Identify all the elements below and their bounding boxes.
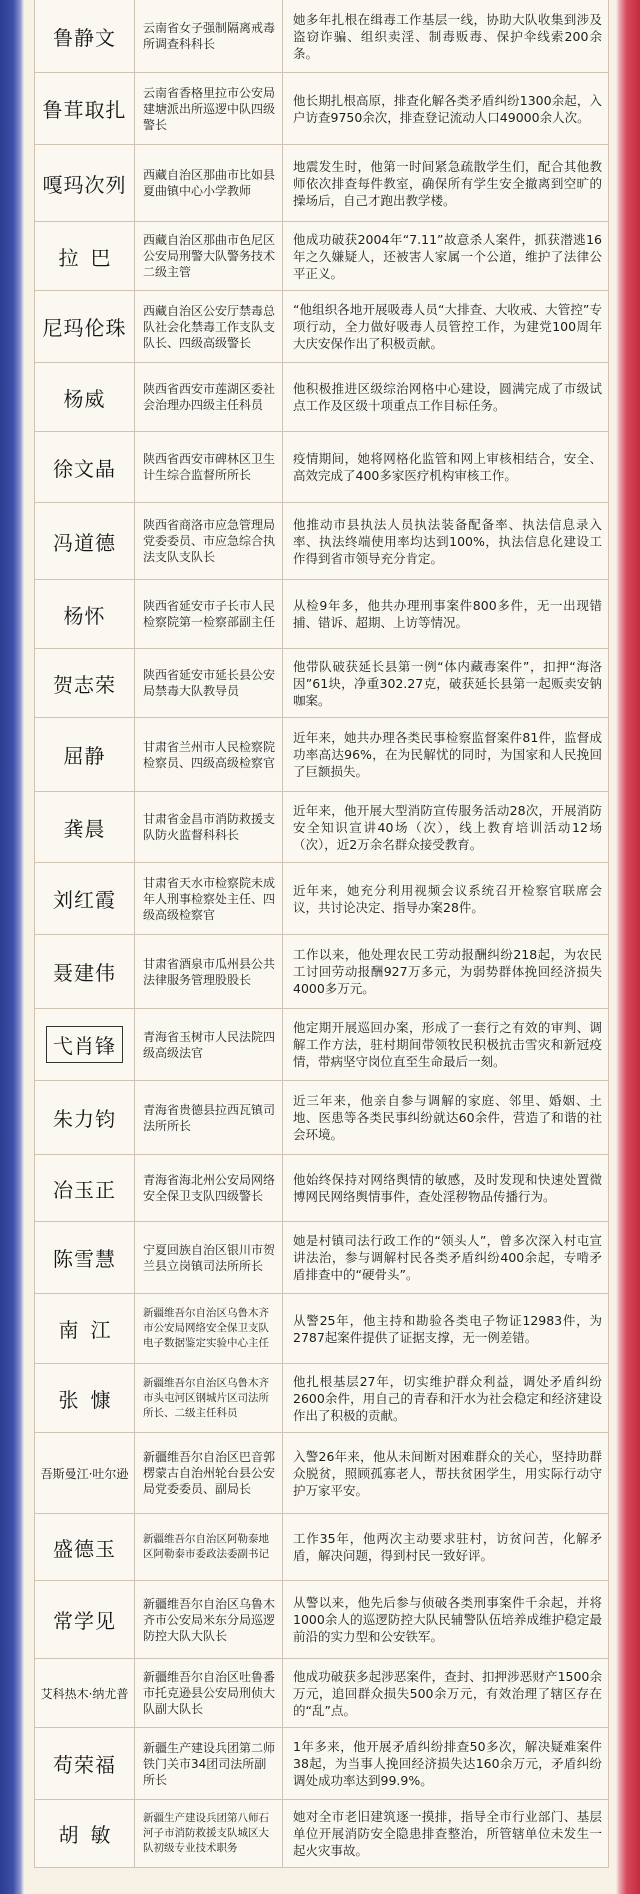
name-cell: 冶玉正 <box>35 1155 135 1221</box>
table-row <box>35 1009 608 1081</box>
title-cell: 西藏自治区那曲市比如县夏曲镇中心小学教师 <box>135 145 283 221</box>
table-row <box>35 580 608 649</box>
name-cell: 刘红霞 <box>35 863 135 934</box>
title-cell: 甘肃省天水市检察院未成年人刑事检察处主任、四级高级检察官 <box>135 863 283 934</box>
title-cell: 西藏自治区那曲市色尼区公安局刑警大队警务技术二级主管 <box>135 222 283 290</box>
table-row <box>35 935 608 1009</box>
table-row <box>35 1155 608 1222</box>
description-cell: 疫情期间，她将网格化监管和网上审核相结合，安全、高效完成了400多家医疗机构审核工作。 <box>293 451 602 483</box>
table-row <box>35 432 608 503</box>
title-cell: 陕西省延安市子长市人民检察院第一检察部副主任 <box>135 580 283 648</box>
description-cell: 1年多来，他开展矛盾纠纷排查50多次，解决疑难案件38起，为当事人挽回经济损失达160余万元，矛盾纠纷调处成功率达到99.9%。 <box>293 1739 602 1788</box>
table-row <box>35 0 608 73</box>
title-cell: 西藏自治区公安厅禁毒总队社会化禁毒工作支队支队长、四级高级警长 <box>135 291 283 362</box>
description-cell: 他成功破获2004年“7.11”故意杀人案件，抓获潜逃16年之久嫌疑人，还被害人家属一个公道，维护了法律公平正义。 <box>293 231 602 281</box>
name-cell: 常学见 <box>35 1581 135 1658</box>
description-cell: 工作以来，他处理农民工劳动报酬纠纷218起，为农民工讨回劳动报酬927万多元，为弱势群体挽回经济损失4000多万元。 <box>293 947 602 996</box>
title-cell: 陕西省西安市莲湖区委社会治理办四级主任科员 <box>135 363 283 431</box>
table-row <box>35 1659 608 1728</box>
description-cell: 近年来，她充分利用视频会议系统召开检察官联席会议，共讨论决定、指导办案28件。 <box>293 882 602 915</box>
table-row <box>35 1800 608 1868</box>
name-cell: 艾科热木·纳尤普 <box>35 1659 135 1727</box>
table-row <box>35 1222 608 1294</box>
name-cell: 吾斯曼江·吐尔逊 <box>35 1433 135 1513</box>
table-row <box>35 1081 608 1155</box>
title-cell: 新疆维吾尔自治区乌鲁木齐市公安局米东分局巡逻防控大队大队长 <box>135 1581 283 1658</box>
name-cell: 拉巴 <box>35 222 135 290</box>
description-cell: 从警25年，他主持和勘验各类电子物证12983件，为2787起案件提供了证据支撑，无一例差错。 <box>293 1312 602 1345</box>
table-row <box>35 863 608 935</box>
name-cell <box>35 1009 135 1080</box>
description-cell: 他定期开展巡回办案，形成了一套行之有效的审判、调解工作方法，驻村期间带领牧民积极抗击雪灾和新冠疫情，带病坚守岗位直至生命最后一刻。 <box>293 1020 602 1069</box>
description-cell: 从检9年多，他共办理刑事案件800多件，无一出现错捕、错诉、超期、上访等情况。 <box>293 598 602 630</box>
description-cell: 他成功破获多起涉恶案件，查封、扣押涉恶财产1500余万元，追回群众损失500余万元，有效治理了辖区存在的“乱”点。 <box>293 1668 602 1718</box>
title-cell: 新疆维吾尔自治区乌鲁木齐市头屯河区钢城片区司法所所长、二级主任科员 <box>135 1364 283 1432</box>
table-row <box>35 792 608 863</box>
table-row <box>35 73 608 145</box>
name-cell: 盛德玉 <box>35 1514 135 1580</box>
name-cell: 聂建伟 <box>35 935 135 1008</box>
description-cell: 入警26年来，他从未间断对困难群众的关心，坚持助群众脱贫，照顾孤寡老人，帮扶贫困学生，用实际行动守护万家平安。 <box>293 1448 602 1498</box>
name-cell: 龚晨 <box>35 792 135 862</box>
name-cell: 陈雪慧 <box>35 1222 135 1293</box>
name-cell: 屈静 <box>35 718 135 791</box>
boxed-name: 弋肖锋 <box>46 1026 123 1063</box>
title-cell: 甘肃省酒泉市瓜州县公共法律服务管理股股长 <box>135 935 283 1008</box>
table-row <box>35 1294 608 1364</box>
description-cell: “他组织各地开展吸毒人员“大排查、大收戒、大管控”专项行动，全力做好吸毒人员管控工作，为建党100周年大庆安保作出了积极贡献。 <box>293 302 602 351</box>
name-cell: 杨怀 <box>35 580 135 648</box>
name-cell: 冯道德 <box>35 503 135 579</box>
description-cell: 他带队破获延长县第一例“体内藏毒案件”，扣押“海洛因”61块，净重302.27克，破获延长县第一起贩卖安钠咖案。 <box>293 658 602 708</box>
table-row <box>35 1581 608 1659</box>
title-cell: 新疆维吾尔自治区阿勒泰地区阿勒泰市委政法委副书记 <box>135 1514 283 1580</box>
table-row <box>35 649 608 718</box>
description-cell: 他推动市县执法人员执法装备配备率、执法信息录入率、执法终端使用率均达到100%，执法信息化建设工作得到省市领导充分肯定。 <box>293 516 602 566</box>
name-cell: 杨威 <box>35 363 135 431</box>
name-cell: 胡敏 <box>35 1800 135 1867</box>
name-cell: 贺志荣 <box>35 649 135 717</box>
name-cell: 张慷 <box>35 1364 135 1432</box>
description-cell: 近年来，他开展大型消防宣传服务活动28次，开展消防安全知识宣讲40场（次），线上教育培训活动12场（次），近2万余名群众接受教育。 <box>293 802 602 852</box>
table-row <box>35 718 608 792</box>
description-cell: 从警以来，他先后参与侦破各类刑事案件千余起，并将1000余人的巡逻防控大队民辅警队伍培养成维护稳定最前沿的实力型和公安铁军。 <box>293 1595 602 1644</box>
description-cell: 她多年扎根在缉毒工作基层一线，协助大队收集到涉及盗窃诈骗、组织卖淫、制毒贩毒、保护伞线索200余条。 <box>293 11 602 61</box>
description-cell: 他扎根基层27年，切实维护群众利益，调处矛盾纠纷2600余件，用自己的青春和汗水为社会稳定和经济建设作出了积极的贡献。 <box>293 1373 602 1423</box>
description-cell: 近年来，她共办理各类民事检察监督案件81件，监督成功率高达96%，在为民解忧的同时，为国家和人民挽回了巨额损失。 <box>293 730 602 779</box>
title-cell: 新疆维吾尔自治区吐鲁番市托克逊县公安局刑侦大队副大队长 <box>135 1659 283 1727</box>
description-cell: 她是村镇司法行政工作的“领头人”，曾多次深入村屯宣讲法治，参与调解村民各类矛盾纠纷400余起，专啃矛盾排查中的“硬骨头”。 <box>293 1233 602 1282</box>
name-cell: 嘎玛次列 <box>35 145 135 221</box>
table-row <box>35 363 608 432</box>
name-cell: 徐文晶 <box>35 432 135 502</box>
right-decorative-stripe <box>616 0 640 1894</box>
table-row <box>35 291 608 363</box>
title-cell: 云南省女子强制隔离戒毒所调查科科长 <box>135 0 283 72</box>
description-cell: 近三年来，他亲自参与调解的家庭、邻里、婚姻、土地、医患等各类民事纠纷就达60余件，营造了和谐的社会环境。 <box>293 1093 602 1142</box>
title-cell: 新疆维吾尔自治区巴音郭楞蒙古自治州轮台县公安局党委委员、副局长 <box>135 1433 283 1513</box>
table-row <box>35 222 608 291</box>
title-cell: 新疆维吾尔自治区乌鲁木齐市公安局网络安全保卫支队电子数据鉴定实验中心主任 <box>135 1294 283 1363</box>
table-row <box>35 1728 608 1800</box>
title-cell: 青海省玉树市人民法院四级高级法官 <box>135 1009 283 1080</box>
table-row <box>35 1433 608 1514</box>
title-cell: 新疆生产建设兵团第八师石河子市消防救援支队城区大队初级专业技术职务 <box>135 1800 283 1867</box>
left-decorative-stripe <box>0 0 24 1894</box>
name-cell: 苟荣福 <box>35 1728 135 1799</box>
title-cell: 云南省香格里拉市公安局建塘派出所巡逻中队四级警长 <box>135 73 283 144</box>
description-cell: 她对全市老旧建筑逐一摸排，指导全市行业部门、基层单位开展消防安全隐患排查整治，所管辖单位未发生一起火灾事故。 <box>293 1809 602 1858</box>
description-cell: 他长期扎根高原，排查化解各类矛盾纠纷1300余起，入户访查9750余次，排查登记流动人口49000余人次。 <box>293 92 602 125</box>
table-row <box>35 145 608 222</box>
title-cell: 甘肃省兰州市人民检察院检察员、四级高级检察官 <box>135 718 283 791</box>
description-cell: 地震发生时，他第一时间紧急疏散学生们，配合其他教师依次排查每件教室，确保所有学生安全撤离到空旷的操场后，自己才跑出教学楼。 <box>293 158 602 208</box>
description-cell: 工作35年，他两次主动要求驻村，访贫问苦，化解矛盾，解决问题，得到村民一致好评。 <box>293 1531 602 1563</box>
table-row <box>35 503 608 580</box>
title-cell: 甘肃省金昌市消防救援支队防火监督科科长 <box>135 792 283 862</box>
title-cell: 陕西省延安市延长县公安局禁毒大队教导员 <box>135 649 283 717</box>
name-cell: 南江 <box>35 1294 135 1363</box>
name-cell: 尼玛伦珠 <box>35 291 135 362</box>
name-cell: 朱力钧 <box>35 1081 135 1154</box>
honoree-table <box>34 0 609 1868</box>
name-cell: 鲁茸取扎 <box>35 73 135 144</box>
description-cell: 他积极推进区级综治网格中心建设，圆满完成了市级试点工作及区级十项重点工作目标任务。 <box>293 381 602 413</box>
title-cell: 陕西省西安市碑林区卫生计生综合监督所所长 <box>135 432 283 502</box>
title-cell: 青海省贵德县拉西瓦镇司法所所长 <box>135 1081 283 1154</box>
title-cell: 陕西省商洛市应急管理局党委委员、市应急综合执法支队支队长 <box>135 503 283 579</box>
description-cell: 他始终保持对网络舆情的敏感，及时发现和快速处置微博网民网络舆情事件，查处淫秽物品传播行为。 <box>293 1172 602 1204</box>
name-cell: 鲁静文 <box>35 0 135 72</box>
title-cell: 新疆生产建设兵团第二师铁门关市34团司法所副所长 <box>135 1728 283 1799</box>
title-cell: 青海省海北州公安局网络安全保卫支队四级警长 <box>135 1155 283 1221</box>
table-row <box>35 1514 608 1581</box>
table-row <box>35 1364 608 1433</box>
title-cell: 宁夏回族自治区银川市贺兰县立岗镇司法所所长 <box>135 1222 283 1293</box>
